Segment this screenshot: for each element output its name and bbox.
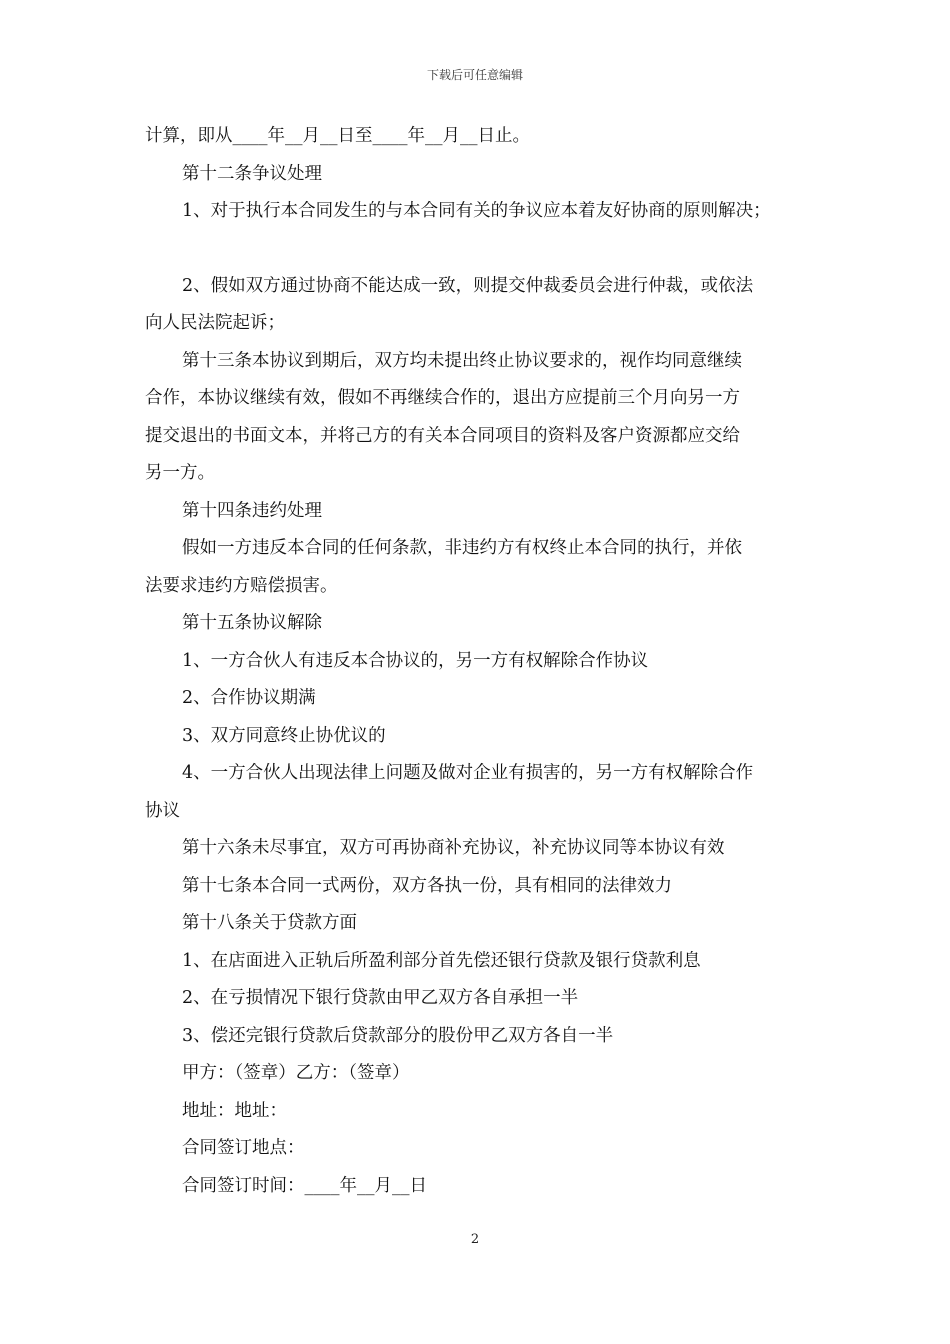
article-16-text: 第十六条未尽事宜，双方可再协商补充协议，补充协议同等本协议有效 — [182, 838, 725, 858]
article-14-heading: 第十四条违约处理 — [182, 500, 322, 521]
list-item: 2、假如双方通过协商不能达成一致，则提交仲裁委员会进行仲裁，或依法 — [182, 275, 754, 296]
page-header: 下载后可任意编辑 — [426, 68, 523, 82]
signature-line: 甲方：（签章）乙方：（签章） — [182, 1063, 410, 1083]
paragraph-line: 法要求违约方赔偿损害。 — [145, 575, 338, 596]
list-item: 1、在店面进入正轨后所盈利部分首先偿还银行贷款及银行贷款利息 — [182, 950, 701, 971]
article-17-text: 第十七条本合同一式两份，双方各执一份，具有相同的法律效力 — [182, 875, 672, 896]
paragraph-line: 协议 — [145, 800, 180, 821]
paragraph-line: 另一方。 — [145, 463, 215, 483]
list-item: 3、偿还完银行贷款后贷款部分的股份甲乙双方各自一半 — [182, 1025, 614, 1046]
document-body — [145, 118, 820, 1205]
list-item: 2、在亏损情况下银行贷款由甲乙双方各自承担一半 — [182, 988, 579, 1008]
paragraph-line: 向人民法院起诉； — [145, 313, 285, 333]
paragraph-line: 假如一方违反本合同的任何条款，非违约方有权终止本合同的执行，并依 — [182, 538, 742, 558]
list-item: 3、双方同意终止协优议的 — [182, 725, 386, 746]
paragraph-spacer — [145, 231, 820, 268]
signing-place-line: 合同签订地点： — [182, 1138, 305, 1158]
signing-date-line: 合同签订时间：____年__月__日 — [182, 1175, 427, 1196]
paragraph-line: 提交退出的书面文本，并将己方的有关本合同项目的资料及客户资源都应交给 — [145, 425, 740, 446]
article-12-heading: 第十二条争议处理 — [182, 163, 322, 184]
article-15-heading: 第十五条协议解除 — [182, 613, 322, 633]
article-18-heading: 第十八条关于贷款方面 — [182, 913, 357, 933]
list-item: 2、合作协议期满 — [182, 688, 316, 708]
paragraph-line: 合作，本协议继续有效，假如不再继续合作的，退出方应提前三个月向另一方 — [145, 388, 740, 408]
list-item: 4、一方合伙人出现法律上问题及做对企业有损害的，另一方有权解除合作 — [182, 763, 754, 783]
list-item: 1、一方合伙人有违反本合协议的，另一方有权解除合作协议 — [182, 650, 649, 671]
article-13-text: 第十三条本协议到期后，双方均未提出终止协议要求的，视作均同意继续 — [182, 350, 742, 371]
paragraph-line: 计算，即从____年__月__日至____年__月__日止。 — [145, 126, 530, 146]
address-line: 地址：地址： — [182, 1100, 287, 1121]
list-item: 1、对于执行本合同发生的与本合同有关的争议应本着友好协商的原则解决； — [182, 201, 771, 221]
page-number: 2 — [470, 1232, 480, 1247]
